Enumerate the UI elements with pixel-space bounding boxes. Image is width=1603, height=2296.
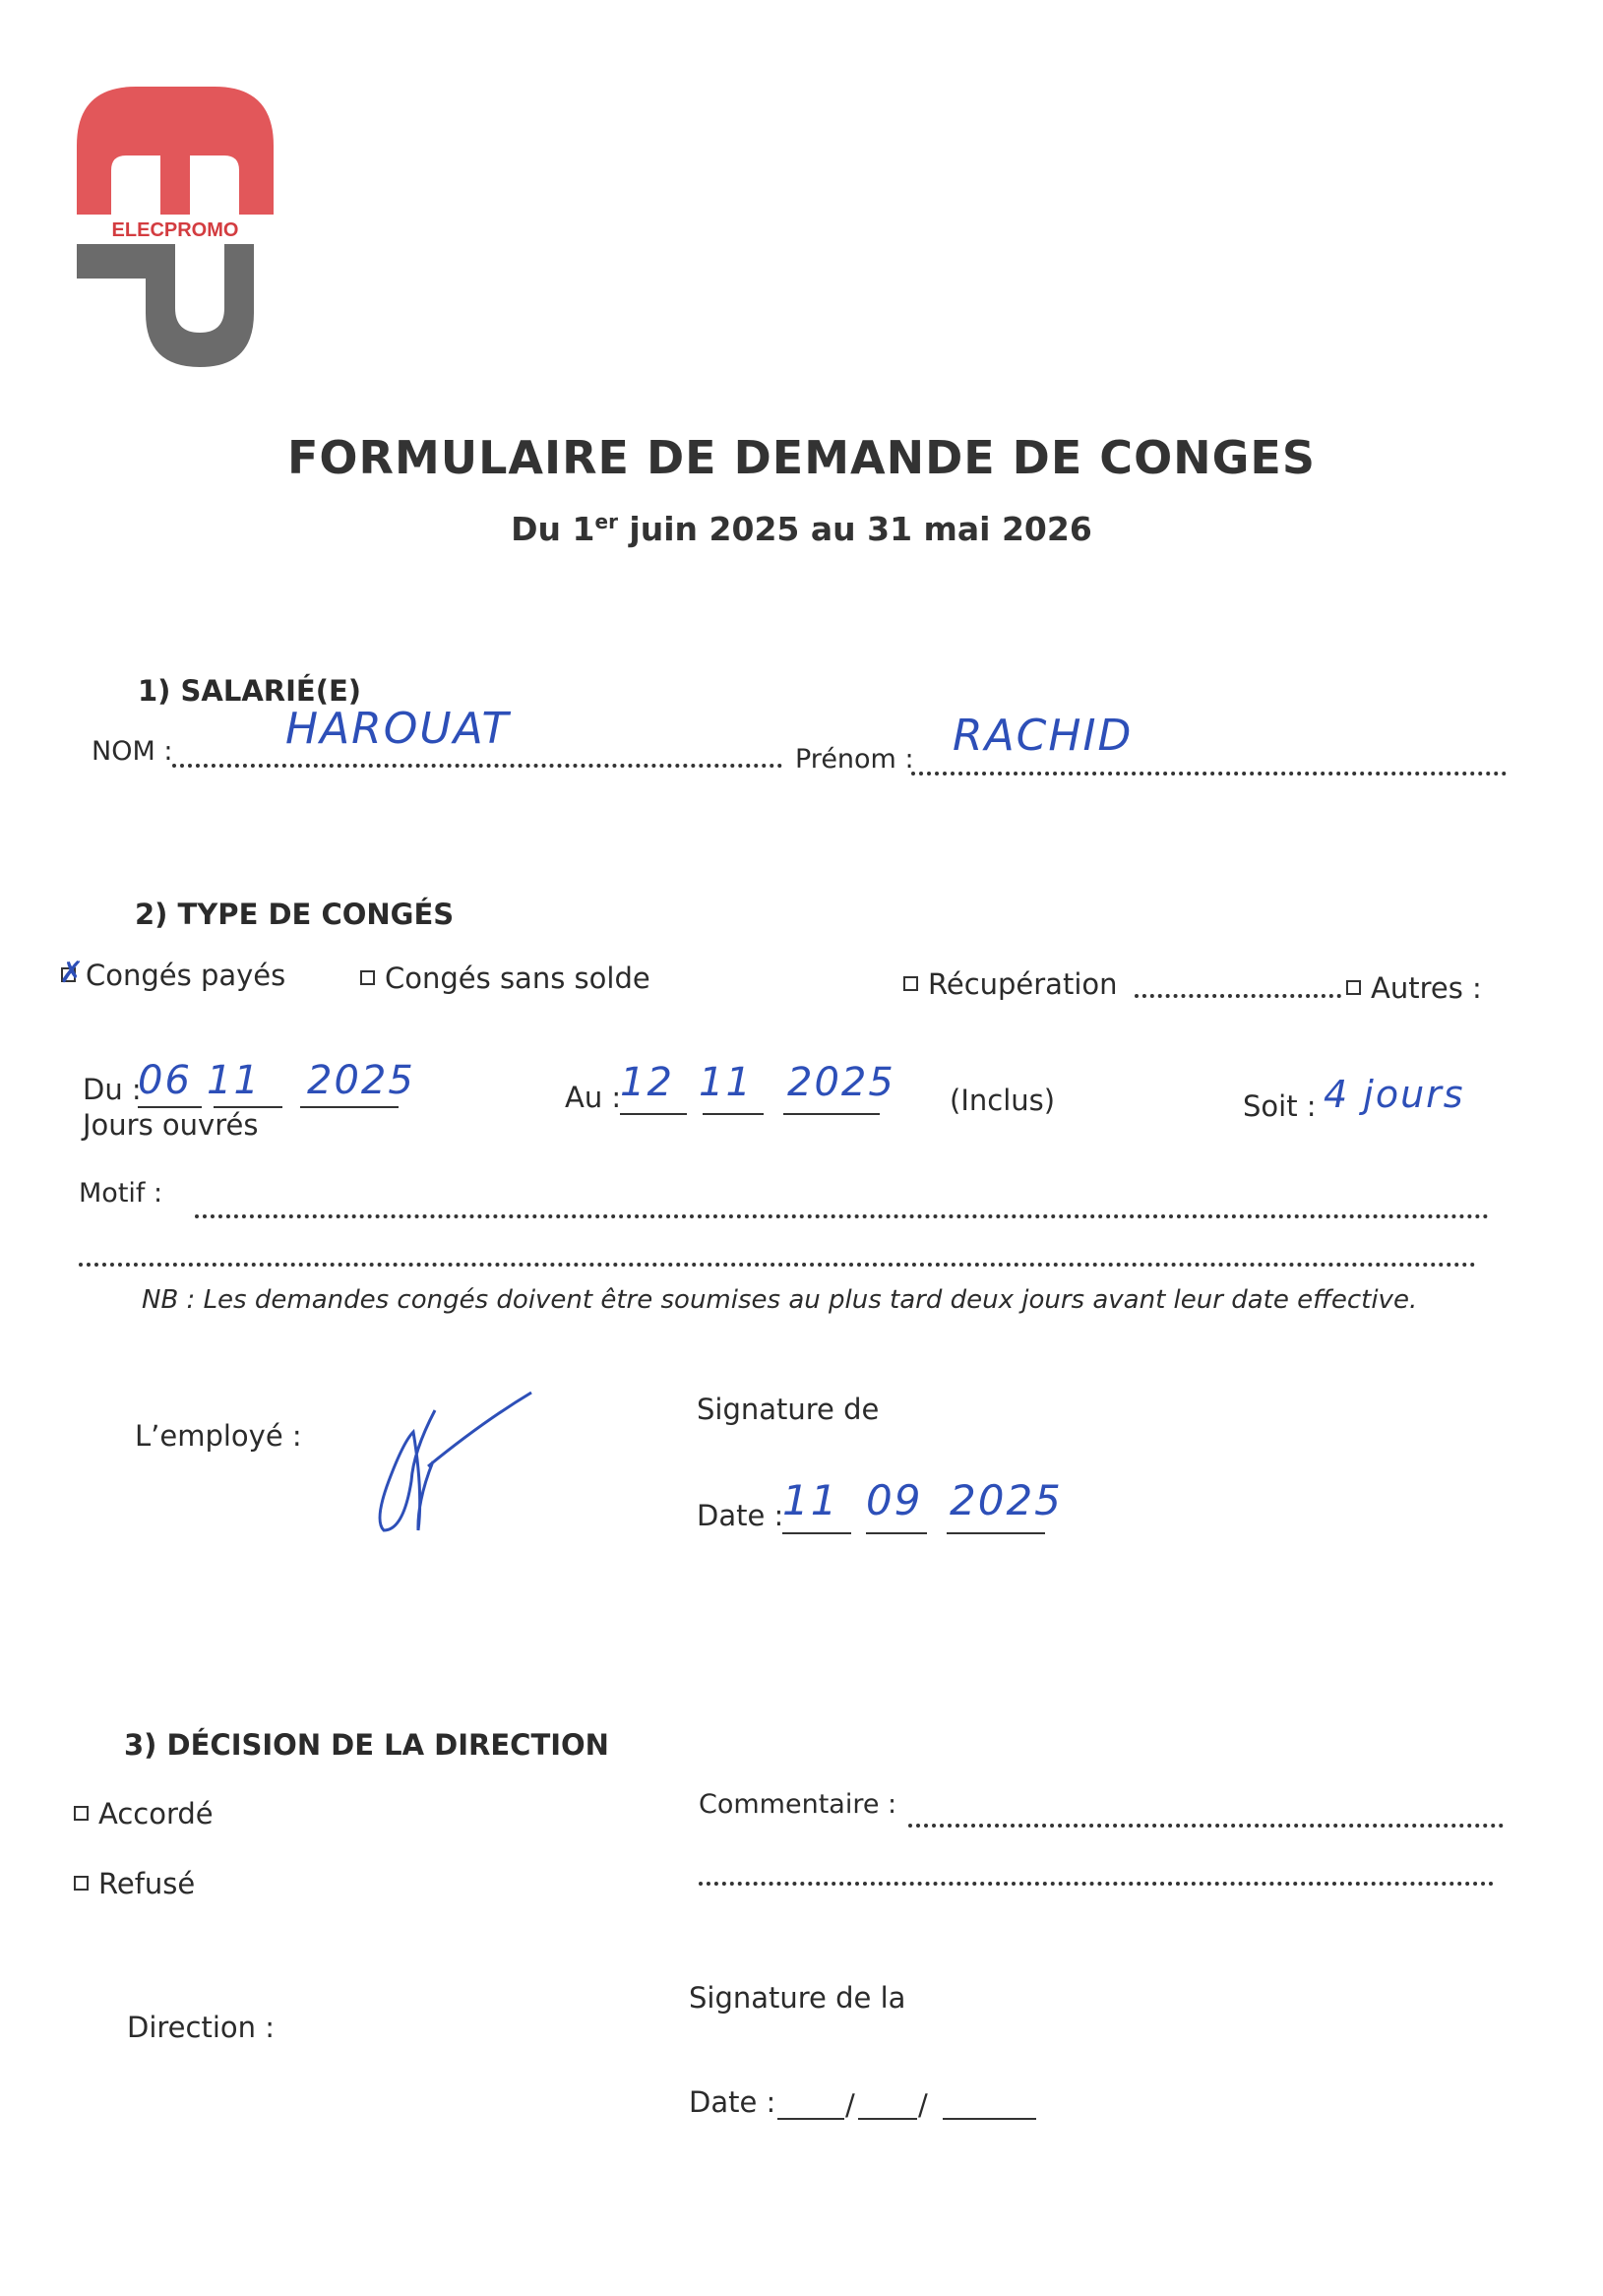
direction-date-month[interactable]: [858, 2118, 917, 2120]
period-subtitle: Du 1er juin 2025 au 31 mai 2026: [511, 510, 1092, 548]
section3-heading: 3) DÉCISION DE LA DIRECTION: [124, 1728, 609, 1762]
option-recuperation[interactable]: Récupération: [903, 967, 1118, 1001]
nom-field[interactable]: HAROUAT: [285, 704, 511, 754]
nom-line: [172, 764, 782, 768]
conges-sans-solde-checkbox[interactable]: [360, 970, 375, 985]
signature-de-la-label: Signature de la: [689, 1981, 906, 2015]
du-day[interactable]: 06: [138, 1058, 192, 1103]
option-autres[interactable]: Autres :: [1346, 971, 1482, 1005]
section1-heading: 1) SALARIÉ(E): [138, 674, 362, 708]
checkmark-icon: ✗: [59, 956, 85, 990]
direction-label: Direction :: [127, 2011, 275, 2044]
employe-label: L’employé :: [135, 1419, 302, 1453]
soit-field[interactable]: 4 jours: [1324, 1073, 1465, 1116]
au-label: Au :: [565, 1081, 622, 1114]
inclus-label: (Inclus): [950, 1084, 1056, 1117]
date-separator: /: [845, 2088, 855, 2122]
autres-checkbox[interactable]: [1346, 980, 1361, 995]
section2-heading: 2) TYPE DE CONGÉS: [135, 898, 455, 931]
option-conges-sans-solde[interactable]: Congés sans solde: [360, 962, 650, 995]
direction-date-day[interactable]: [777, 2118, 844, 2120]
option-refuse[interactable]: Refusé: [74, 1867, 195, 1900]
au-day[interactable]: 12: [620, 1060, 674, 1105]
nb-note: NB : Les demandes congés doivent être soumises au plus tard deux jours avant leur date effective.: [142, 1285, 1418, 1315]
option-accorde[interactable]: Accordé: [74, 1797, 214, 1831]
au-month[interactable]: 11: [699, 1060, 753, 1105]
prenom-field[interactable]: RACHID: [953, 711, 1134, 761]
page-title: FORMULAIRE DE DEMANDE DE CONGES: [287, 431, 1316, 484]
prenom-label: Prénom :: [795, 744, 914, 775]
option-conges-payes[interactable]: Congés payés: [61, 959, 285, 992]
du-label: Du :: [83, 1073, 142, 1106]
date-month[interactable]: 09: [866, 1476, 923, 1524]
direction-date-label: Date :: [689, 2085, 776, 2119]
recuperation-line: [1135, 994, 1341, 998]
prenom-line: [911, 772, 1507, 776]
motif-label: Motif :: [79, 1178, 163, 1209]
refuse-checkbox[interactable]: [74, 1876, 89, 1891]
elecpromo-logo: [77, 87, 274, 367]
logo-text: ELECPROMO: [111, 219, 239, 241]
date-separator: /: [918, 2088, 928, 2122]
signature-de-label: Signature de: [697, 1393, 880, 1426]
jours-ouvres-label: Jours ouvrés: [83, 1108, 259, 1142]
date-year[interactable]: 2025: [950, 1476, 1063, 1524]
du-year[interactable]: 2025: [307, 1058, 415, 1103]
direction-date-year[interactable]: [943, 2118, 1036, 2120]
date-label: Date :: [697, 1499, 784, 1532]
date-day[interactable]: 11: [782, 1476, 839, 1524]
nom-label: NOM :: [92, 736, 173, 767]
accorde-checkbox[interactable]: [74, 1806, 89, 1821]
motif-line-2[interactable]: [79, 1263, 1476, 1267]
recuperation-checkbox[interactable]: [903, 976, 918, 991]
commentaire-label: Commentaire :: [699, 1789, 897, 1820]
au-year[interactable]: 2025: [787, 1060, 895, 1105]
soit-label: Soit :: [1243, 1089, 1317, 1123]
du-month[interactable]: 11: [207, 1058, 261, 1103]
motif-line-1[interactable]: [195, 1214, 1489, 1218]
commentaire-line-1[interactable]: [908, 1824, 1504, 1828]
commentaire-line-2[interactable]: [699, 1882, 1494, 1886]
employee-signature: [374, 1383, 551, 1540]
